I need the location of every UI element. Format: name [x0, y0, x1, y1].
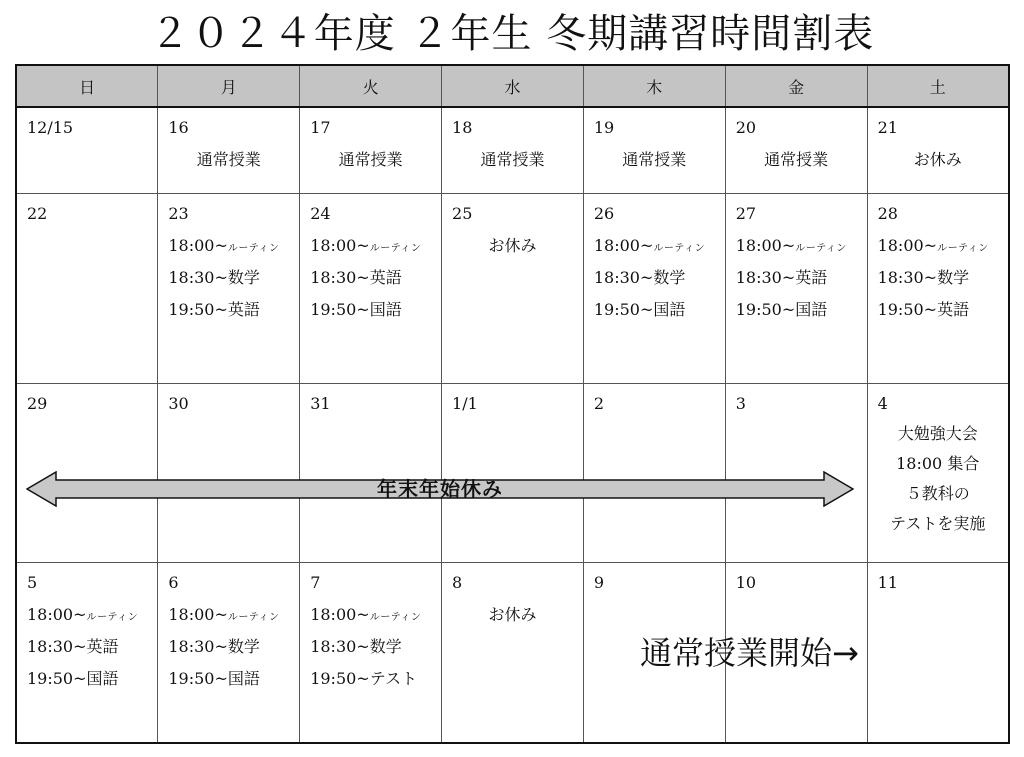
holiday-banner-label: 年末年始休み — [377, 477, 503, 501]
schedule-line — [310, 266, 435, 298]
schedule-line-text: 通常授業 — [764, 150, 829, 169]
routine-time-line — [310, 603, 435, 635]
schedule-line — [442, 603, 583, 635]
routine-time: 18:00~ — [168, 604, 228, 624]
schedule-line-text: テストを実施 — [890, 514, 986, 534]
weekday-sun: 日 — [16, 65, 158, 107]
day-number: 22 — [27, 203, 48, 223]
schedule-line — [878, 298, 1002, 330]
schedule-line — [868, 148, 1008, 180]
day-cell — [16, 562, 158, 743]
schedule-line-text: 19:50~国語 — [27, 668, 119, 688]
schedule-line-text: 通常授業 — [622, 150, 687, 169]
routine-label: ルーティン — [86, 611, 139, 623]
routine-label: ルーティン — [369, 242, 422, 254]
weekday-thu: 木 — [583, 65, 725, 107]
schedule-line — [584, 148, 725, 180]
day-number: 16 — [168, 118, 189, 137]
week-row — [16, 107, 1009, 193]
day-cell — [16, 107, 158, 193]
day-number: 18 — [452, 118, 473, 137]
schedule-line-text: ５教科の — [905, 484, 970, 504]
schedule-line — [27, 635, 151, 667]
page-title: ２０２４年度 ２年生 冬期講習時間割表 — [149, 11, 875, 57]
day-number: 1/1 — [452, 394, 478, 414]
day-number: 30 — [168, 394, 189, 414]
routine-time: 18:00~ — [310, 235, 370, 255]
schedule-line — [726, 148, 867, 180]
routine-label: ルーティン — [227, 242, 280, 254]
routine-label: ルーティン — [653, 242, 706, 254]
day-number: 12/15 — [27, 118, 74, 137]
day-cell — [725, 107, 867, 193]
day-number: 4 — [877, 394, 888, 414]
day-cell — [158, 107, 300, 193]
day-cell — [442, 562, 584, 743]
routine-time: 18:00~ — [310, 604, 370, 624]
day-number: 26 — [593, 203, 615, 223]
schedule-line — [594, 266, 719, 298]
schedule-line — [736, 266, 861, 298]
day-number: 25 — [452, 203, 473, 223]
routine-time-line — [310, 234, 435, 266]
day-number: 17 — [310, 118, 331, 137]
schedule-line — [168, 635, 293, 667]
day-cell — [300, 107, 442, 193]
schedule-line — [868, 512, 1008, 542]
day-number: 10 — [735, 572, 757, 592]
routine-label: ルーティン — [227, 611, 280, 623]
schedule-line-text: 18:30~数学 — [168, 267, 260, 287]
day-cell — [442, 107, 584, 193]
day-cell — [442, 193, 584, 384]
day-number: 3 — [735, 394, 746, 414]
schedule-line-text: 19:50~テスト — [310, 668, 418, 688]
day-number: 20 — [735, 118, 757, 137]
day-number: 7 — [310, 572, 321, 592]
day-cell — [300, 562, 442, 743]
weekday-fri: 金 — [725, 65, 867, 107]
schedule-line-text: 19:50~国語 — [168, 668, 260, 688]
schedule-line-text: 18:30~英語 — [310, 267, 402, 287]
schedule-line — [168, 298, 293, 330]
schedule-line-text: 通常授業 — [338, 150, 403, 169]
routine-time-line — [168, 603, 293, 635]
day-cell — [867, 193, 1009, 384]
day-cell — [158, 193, 300, 384]
day-cell — [158, 562, 300, 743]
day-cell — [867, 562, 1009, 743]
schedule-line-text: お休み — [913, 150, 962, 169]
schedule-line-text: 18:30~英語 — [27, 636, 119, 656]
routine-time: 18:00~ — [735, 235, 796, 255]
routine-time: 18:00~ — [593, 235, 654, 255]
schedule-line — [310, 667, 435, 699]
schedule-line — [442, 148, 583, 180]
day-number: 6 — [168, 572, 179, 592]
day-cell — [583, 107, 725, 193]
regular-class-start-notice: 通常授業開始→ — [640, 634, 859, 672]
routine-label: ルーティン — [937, 242, 989, 254]
routine-time-line — [27, 603, 151, 635]
routine-time-line — [736, 234, 861, 266]
schedule-line-text: 19:50~英語 — [877, 299, 970, 319]
schedule-line-text: 19:50~国語 — [735, 299, 828, 319]
routine-label: ルーティン — [369, 611, 422, 623]
schedule-line — [158, 148, 299, 180]
day-cell — [867, 107, 1009, 193]
routine-time-line — [168, 234, 293, 266]
day-number: 11 — [877, 572, 898, 592]
routine-time-line — [878, 234, 1002, 266]
day-cell — [725, 193, 867, 384]
schedule-line-text: 18:30~数学 — [877, 267, 970, 287]
day-number: 5 — [27, 572, 38, 592]
schedule-line-text: お休み — [488, 235, 537, 255]
schedule-line — [868, 452, 1008, 482]
week-row — [16, 562, 1009, 743]
schedule-line-text: 19:50~国語 — [593, 299, 686, 319]
routine-time: 18:00~ — [168, 235, 228, 255]
day-number: 28 — [877, 203, 898, 223]
day-cell — [16, 193, 158, 384]
weekday-header-row — [16, 65, 1009, 107]
schedule-line — [27, 667, 151, 699]
day-number: 29 — [27, 394, 48, 414]
schedule-line-text: 18:00 集合 — [896, 454, 980, 474]
schedule-line — [878, 266, 1002, 298]
weekday-sat: 土 — [867, 65, 1009, 107]
routine-label: ルーティン — [795, 242, 847, 254]
schedule-line-text: 通常授業 — [480, 150, 545, 169]
schedule-line — [300, 148, 441, 180]
schedule-line-text: 18:30~数学 — [168, 636, 260, 656]
schedule-line — [168, 266, 293, 298]
day-number: 9 — [593, 572, 605, 592]
day-number: 23 — [168, 203, 189, 223]
schedule-line-text: 18:30~数学 — [310, 636, 402, 656]
schedule-line — [310, 298, 435, 330]
routine-time: 18:00~ — [27, 604, 87, 624]
schedule-line — [594, 298, 719, 330]
schedule-line-text: お休み — [488, 604, 537, 624]
schedule-line — [310, 635, 435, 667]
schedule-line-text: 18:30~英語 — [735, 267, 828, 287]
day-number: 19 — [593, 118, 615, 137]
schedule-line — [868, 482, 1008, 512]
schedule-line-text: 18:30~数学 — [593, 267, 686, 287]
day-cell — [583, 193, 725, 384]
schedule-line-text: 19:50~国語 — [310, 299, 402, 319]
schedule-line — [442, 234, 583, 266]
schedule-line — [168, 667, 293, 699]
schedule-line-text: 通常授業 — [196, 150, 261, 169]
day-cell — [867, 384, 1009, 563]
schedule-line — [868, 422, 1008, 452]
week-row — [16, 193, 1009, 384]
schedule-table — [15, 64, 1010, 744]
routine-time-line — [594, 234, 719, 266]
day-number: 31 — [310, 394, 331, 414]
day-number: 2 — [593, 394, 605, 414]
day-number: 8 — [452, 572, 463, 592]
day-number: 24 — [310, 203, 331, 223]
schedule-line-text: 19:50~英語 — [168, 299, 260, 319]
day-cell — [300, 193, 442, 384]
day-number: 21 — [877, 118, 898, 137]
day-number: 27 — [735, 203, 757, 223]
weekday-wed: 水 — [442, 65, 584, 107]
weekday-mon: 月 — [158, 65, 300, 107]
schedule-line — [736, 298, 861, 330]
routine-time: 18:00~ — [877, 235, 938, 255]
schedule-line-text: 大勉強大会 — [897, 424, 978, 444]
weekday-tue: 火 — [300, 65, 442, 107]
